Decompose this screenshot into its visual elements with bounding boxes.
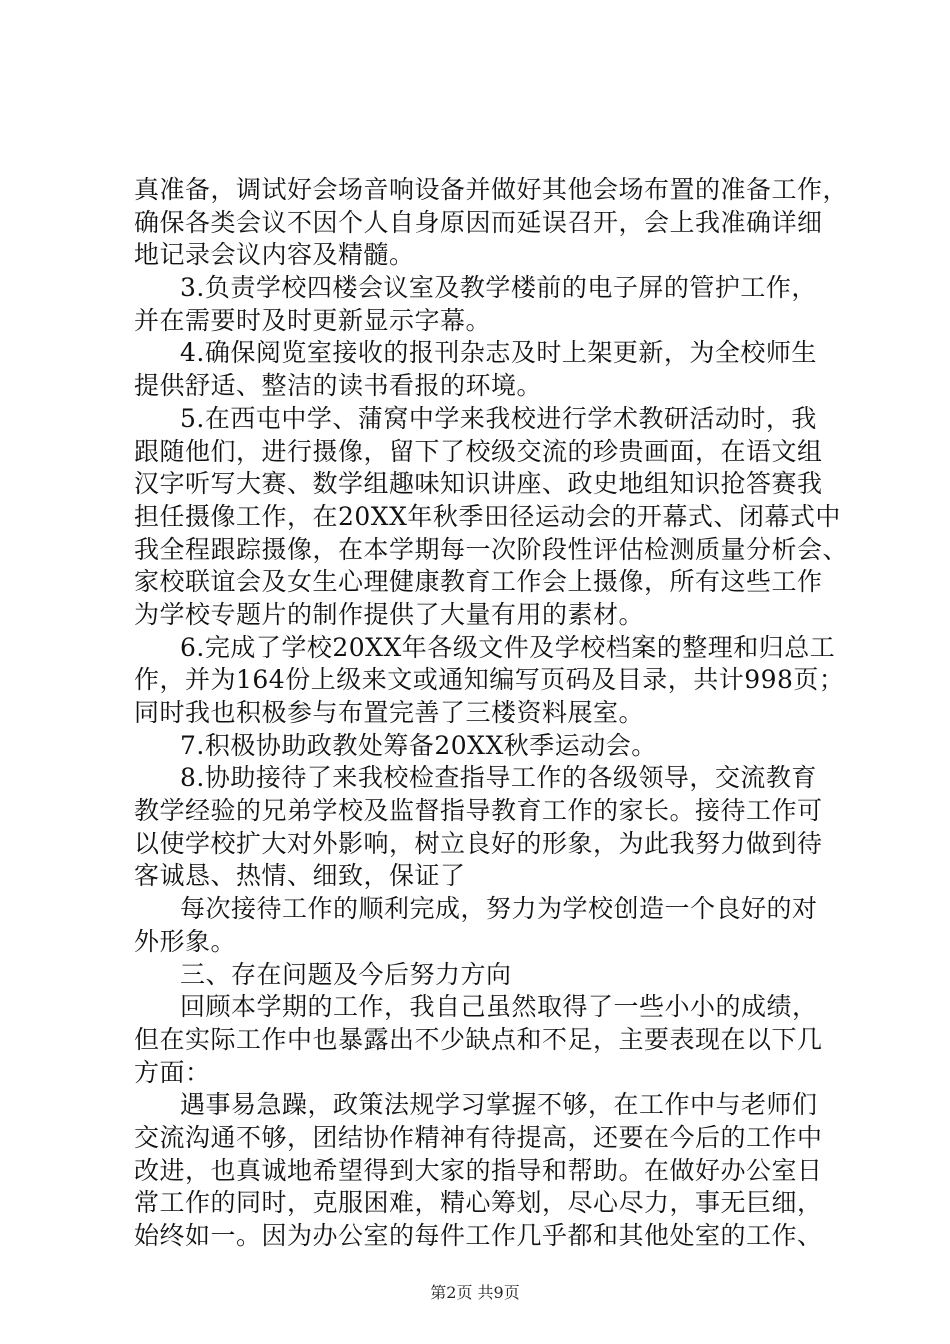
text-line: 担任摄像工作，在20XX年秋季田径运动会的开幕式、闭幕式中: [134, 501, 841, 531]
text-line: 遇事易急躁，政策法规学习掌握不够，在工作中与老师们: [180, 1090, 818, 1120]
text-line: 地记录会议内容及精髓。: [134, 240, 415, 270]
page-footer: 第2页 共9页: [430, 1283, 520, 1302]
text-line: 6.完成了学校20XX年各级文件及学校档案的整理和归总工: [180, 632, 836, 662]
text-line: 5.在西屯中学、蒲窝中学来我校进行学术教研活动时，我: [180, 403, 817, 433]
text-line: 每次接待工作的顺利完成，努力为学校创造一个良好的对: [180, 894, 818, 924]
text-line: 4.确保阅览室接收的报刊杂志及时上架更新，为全校师生: [180, 338, 817, 368]
text-line: 汉字听写大赛、数学组趣味知识讲座、政史地组知识抢答赛我: [134, 469, 823, 499]
text-line: 家校联谊会及女生心理健康教育工作会上摄像，所有这些工作: [134, 567, 823, 597]
text-line: 并在需要时及时更新显示字幕。: [134, 305, 492, 335]
text-line: 回顾本学期的工作，我自己虽然取得了一些小小的成绩，: [180, 992, 818, 1022]
text-line: 7.积极协助政教处筹备20XX秋季运动会。: [180, 730, 657, 760]
text-line: 我全程跟踪摄像，在本学期每一次阶段性评估检测质量分析会、: [134, 534, 849, 564]
text-line: 3.负责学校四楼会议室及教学楼前的电子屏的管护工作，: [180, 273, 817, 303]
text-line: 作，并为164份上级来文或通知编写页码及目录，共计998页；: [134, 665, 845, 695]
text-line: 以使学校扩大对外影响，树立良好的形象，为此我努力做到待: [134, 828, 823, 858]
document-body: [134, 174, 849, 1253]
text-line: 真准备，调试好会场音响设备并做好其他会场布置的准备工作，: [134, 175, 849, 204]
text-line: 为学校专题片的制作提供了大量有用的素材。: [134, 599, 645, 629]
text-line: 客诚恳、热情、细致，保证了: [134, 861, 466, 891]
text-line: 确保各类会议不因个人自身原因而延误召开，会上我准确详细: [134, 207, 823, 237]
text-line: 教学经验的兄弟学校及监督指导教育工作的家长。接待工作可: [134, 796, 823, 826]
text-line: 8.协助接待了来我校检查指导工作的各级领导，交流教育: [180, 763, 817, 793]
text-line: 跟随他们，进行摄像，留下了校级交流的珍贵画面，在语文组: [134, 436, 823, 466]
text-line: 改进，也真诚地希望得到大家的指导和帮助。在做好办公室日: [134, 1155, 823, 1185]
text-line: 提供舒适、整洁的读书看报的环境。: [134, 371, 543, 401]
text-line: 但在实际工作中也暴露出不少缺点和不足，主要表现在以下几: [134, 1024, 823, 1054]
text-line: 外形象。: [134, 926, 237, 956]
text-line: 方面：: [134, 1057, 211, 1087]
text-line: 常工作的同时，克服困难，精心筹划，尽心尽力，事无巨细，: [134, 1188, 823, 1218]
text-line: 同时我也积极参与布置完善了三楼资料展室。: [134, 698, 645, 727]
text-line: 三、存在问题及今后努力方向: [180, 959, 512, 989]
text-line: 始终如一。因为办公室的每件工作几乎都和其他处室的工作、: [134, 1221, 823, 1250]
text-line: 交流沟通不够，团结协作精神有待提高，还要在今后的工作中: [134, 1122, 823, 1152]
